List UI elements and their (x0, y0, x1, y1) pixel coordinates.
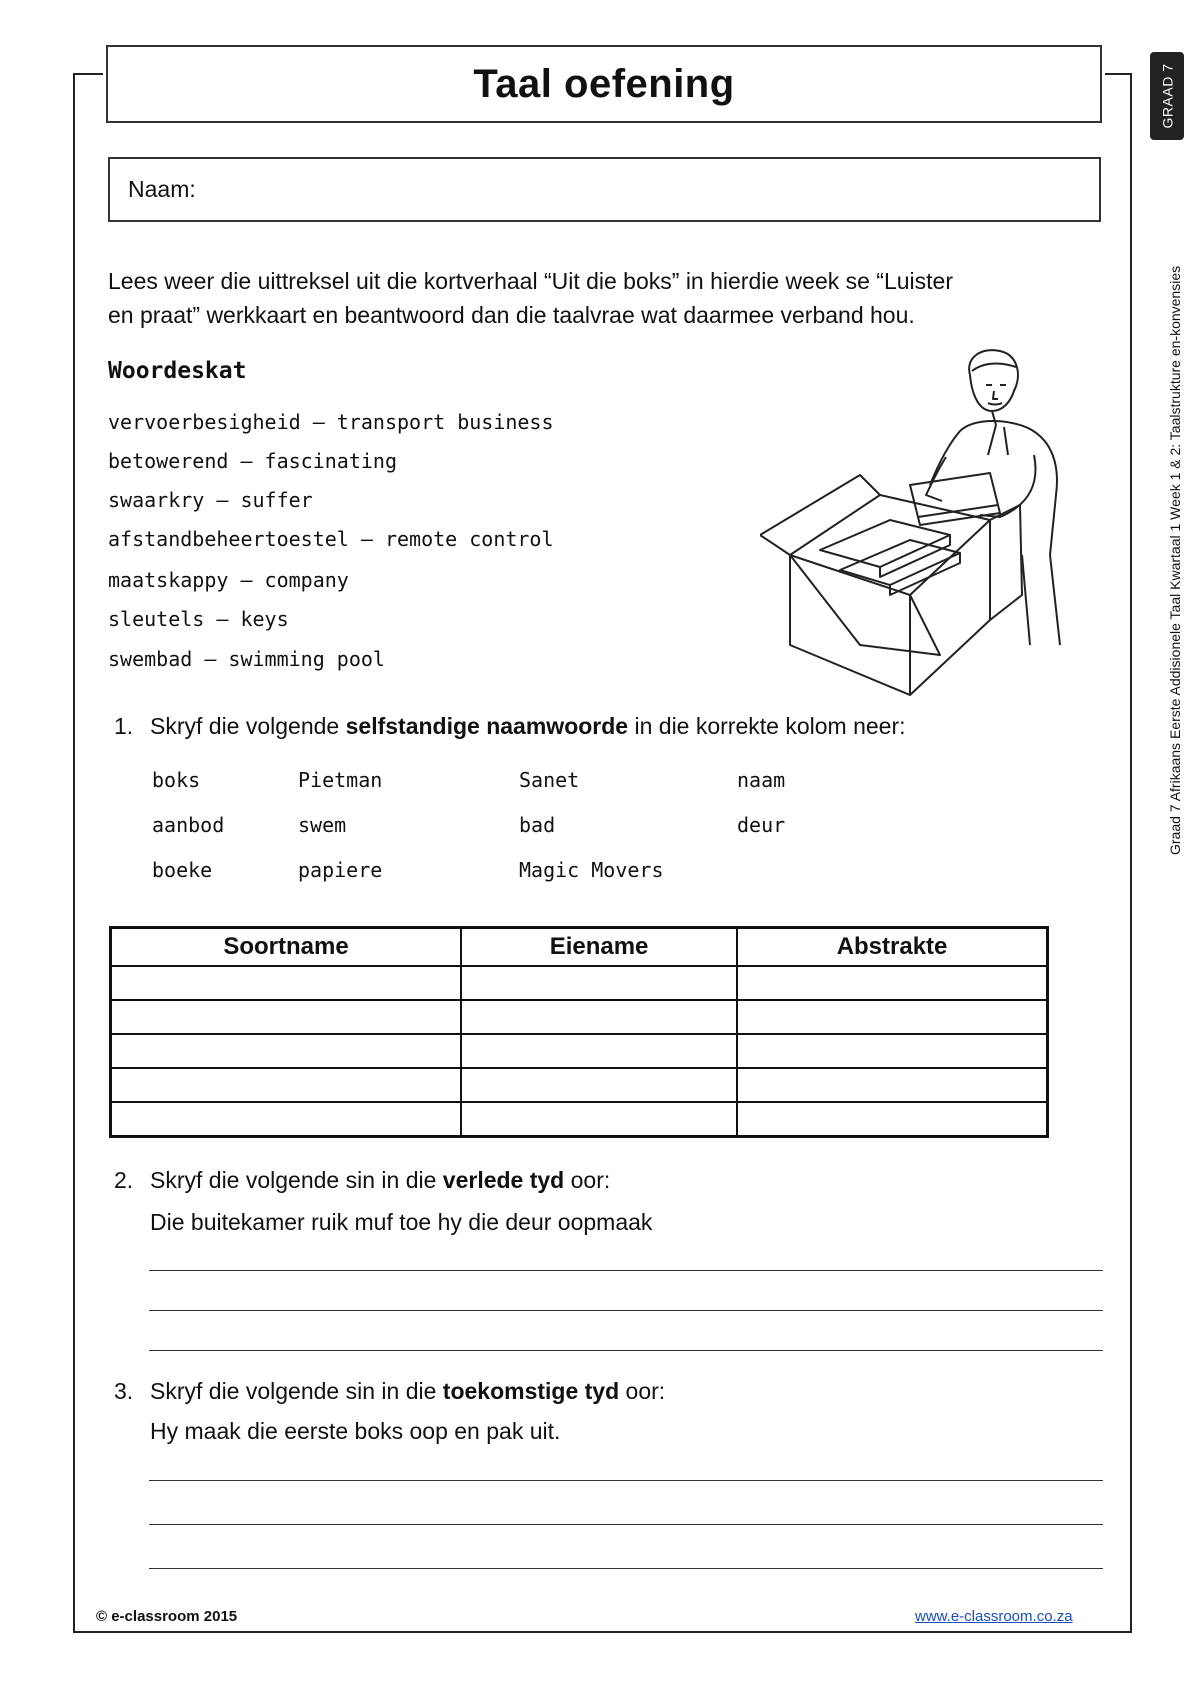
vocab-item: swaarkry – suffer (108, 488, 313, 512)
word-bank-item: swem (298, 813, 347, 837)
question-2-sentence: Die buitekamer ruik muf toe hy die deur oopmaak (150, 1209, 653, 1235)
word-bank-item: bad (519, 813, 556, 837)
grade-tab-label: GRAAD 7 (1159, 63, 1175, 129)
answer-cell[interactable] (461, 1068, 737, 1102)
word-bank-item: deur (737, 813, 786, 837)
word-bank-item: Pietman (298, 768, 383, 792)
answer-cell[interactable] (111, 1000, 462, 1034)
answer-cell[interactable] (737, 966, 1047, 1000)
answer-line[interactable] (149, 1270, 1103, 1271)
vocab-item: sleutels – keys (108, 607, 289, 631)
question-2: 2. Skryf die volgende sin in die verlede tyd oor: (114, 1167, 611, 1193)
answer-cell[interactable] (111, 1102, 462, 1137)
word-bank-item: Sanet (519, 768, 580, 792)
answer-cell[interactable] (737, 1000, 1047, 1034)
intro-text: Lees weer die uittreksel uit die kortverhaal “Uit die boks” in hierdie week se “Luister en praat” werkkaart en beantwoord dan die taalvrae wat daarmee verband hou. (108, 268, 954, 328)
answer-cell[interactable] (111, 1068, 462, 1102)
page-title: Taal oefening (106, 45, 1102, 123)
word-bank-item: papiere (298, 858, 383, 882)
noun-table (109, 926, 1049, 1138)
word-bank-item: boeke (152, 858, 213, 882)
table-row (111, 1034, 1048, 1068)
answer-cell[interactable] (737, 1034, 1047, 1068)
answer-cell[interactable] (461, 1000, 737, 1034)
answer-cell[interactable] (461, 966, 737, 1000)
question-1: 1. Skryf die volgende selfstandige naamwoorde in die korrekte kolom neer: (114, 713, 906, 739)
answer-cell[interactable] (111, 966, 462, 1000)
answer-line[interactable] (149, 1350, 1103, 1351)
word-bank-item: aanbod (152, 813, 225, 837)
column-header-eiename: Eiename (461, 928, 737, 967)
answer-cell[interactable] (461, 1102, 737, 1137)
word-bank-item: Magic Movers (519, 858, 664, 882)
vocab-item: swembad – swimming pool (108, 647, 385, 671)
table-row (111, 1102, 1048, 1137)
vocab-item: maatskappy – company (108, 568, 349, 592)
vocab-item: vervoerbesigheid – transport business (108, 410, 554, 434)
answer-line[interactable] (149, 1310, 1103, 1311)
table-row (111, 1000, 1048, 1034)
word-bank-item: naam (737, 768, 786, 792)
vocab-item: betowerend – fascinating (108, 449, 397, 473)
table-row (111, 1068, 1048, 1102)
question-3-sentence: Hy maak die eerste boks oop en pak uit. (150, 1418, 561, 1444)
grade-tab (1150, 52, 1184, 140)
copyright: © e-classroom 2015 (96, 1608, 238, 1625)
name-label: Naam: (128, 176, 196, 202)
name-field[interactable] (108, 157, 1101, 222)
website-link[interactable]: www.e-classroom.co.za (915, 1608, 1073, 1625)
vocab-title: Woordeskat (108, 358, 247, 384)
vocab-item: afstandbeheertoestel – remote control (108, 527, 554, 551)
answer-line[interactable] (149, 1568, 1103, 1569)
answer-line[interactable] (149, 1524, 1103, 1525)
answer-cell[interactable] (737, 1068, 1047, 1102)
column-header-soortname: Soortname (111, 928, 462, 967)
table-row (111, 966, 1048, 1000)
man-unpacking-box-illustration (760, 345, 1090, 705)
word-bank-item: boks (152, 768, 201, 792)
answer-line[interactable] (149, 1480, 1103, 1481)
column-header-abstrakte: Abstrakte (737, 928, 1047, 967)
answer-cell[interactable] (737, 1102, 1047, 1137)
question-3: 3. Skryf die volgende sin in die toekomstige tyd oor: (114, 1378, 666, 1404)
answer-cell[interactable] (461, 1034, 737, 1068)
answer-cell[interactable] (111, 1034, 462, 1068)
